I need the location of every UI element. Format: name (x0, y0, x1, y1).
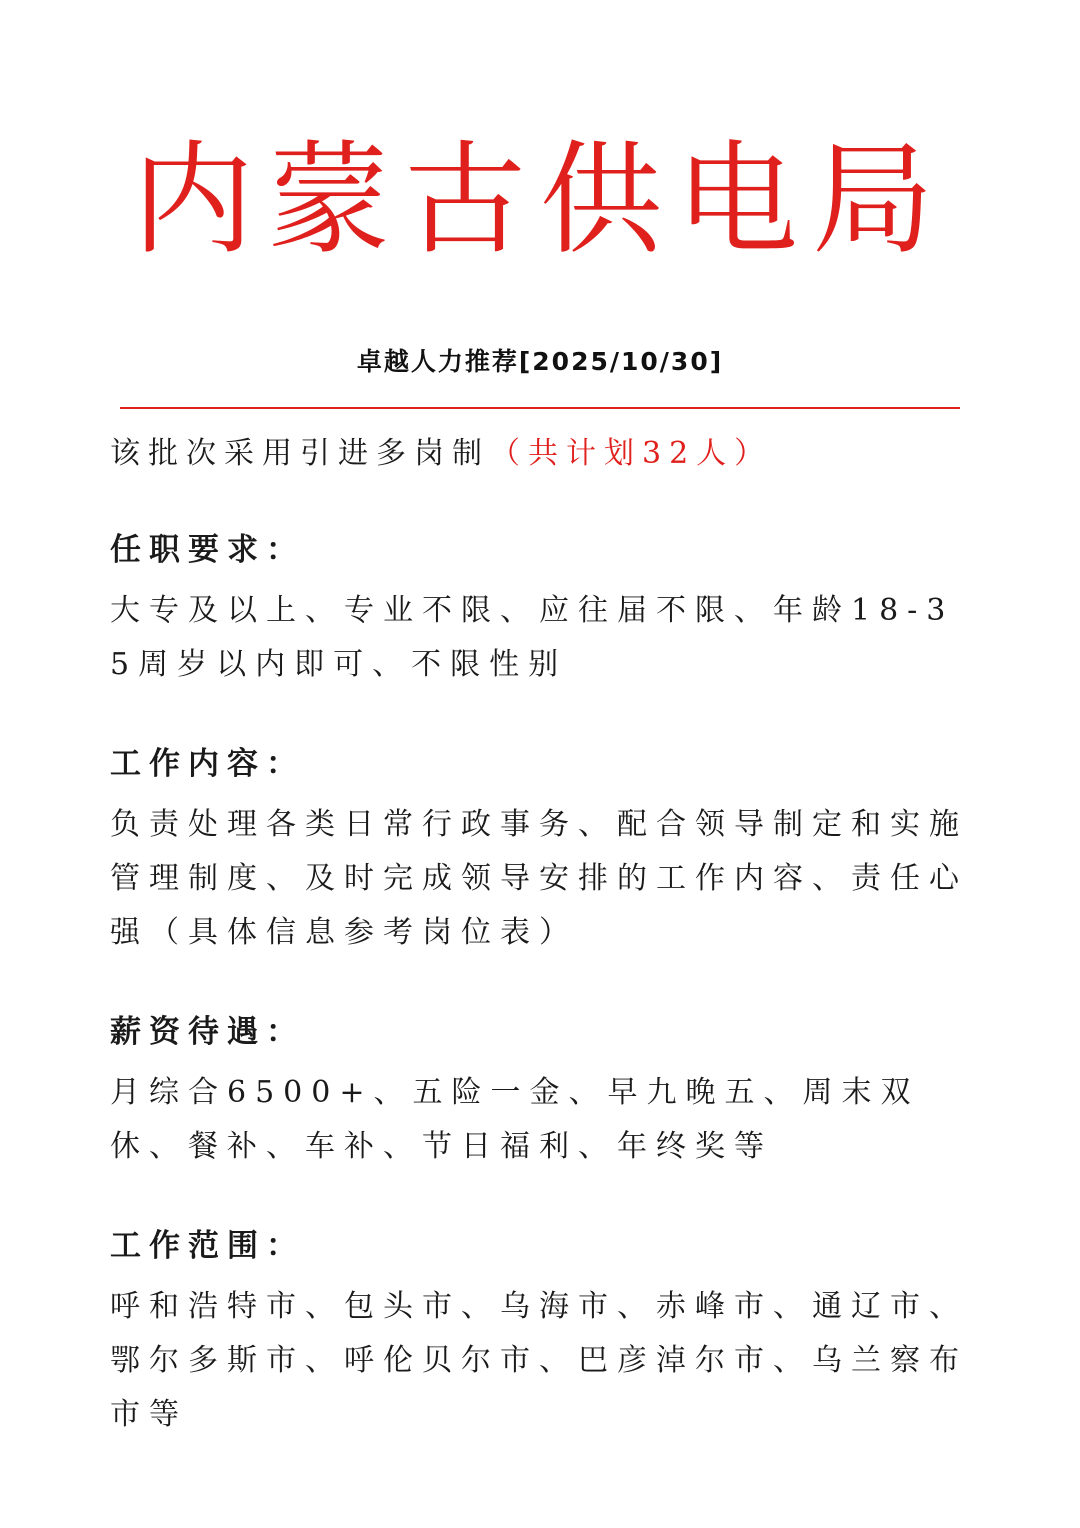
section-body: 负责处理各类日常行政事务、配合领导制定和实施管理制度、及时完成领导安排的工作内容、责任心强（具体信息参考岗位表） (110, 807, 968, 950)
section-body: 月综合6500+、五险一金、早九晚五、周末双休、餐补、车补、节日福利、年终奖等 (110, 1075, 920, 1164)
section-body: 呼和浩特市、包头市、乌海市、赤峰市、通辽市、鄂尔多斯市、呼伦贝尔市、巴彦淖尔市、乌兰察布市等 (110, 1289, 968, 1432)
section-body: 大专及以上、专业不限、应往届不限、年龄18-35周岁以内即可、不限性别 (110, 593, 955, 682)
section-heading: 工作范围： (110, 1228, 305, 1264)
intro-highlight: （共计划32人） (490, 436, 773, 471)
content-body (110, 426, 970, 1486)
intro-paragraph (110, 426, 970, 482)
divider-line (120, 407, 960, 409)
section-requirements (110, 522, 970, 692)
intro-text: 该批次采用引进多岗制 (110, 436, 490, 471)
section-job-content (110, 736, 970, 960)
section-heading: 任职要求： (110, 532, 305, 568)
page-title: 内蒙古供电局 (132, 129, 948, 271)
subtitle-date: 卓越人力推荐[2025/10/30] (356, 347, 724, 376)
section-heading: 工作内容： (110, 746, 305, 782)
section-heading: 薪资待遇： (110, 1014, 305, 1050)
section-salary (110, 1004, 970, 1174)
section-work-area (110, 1218, 970, 1442)
